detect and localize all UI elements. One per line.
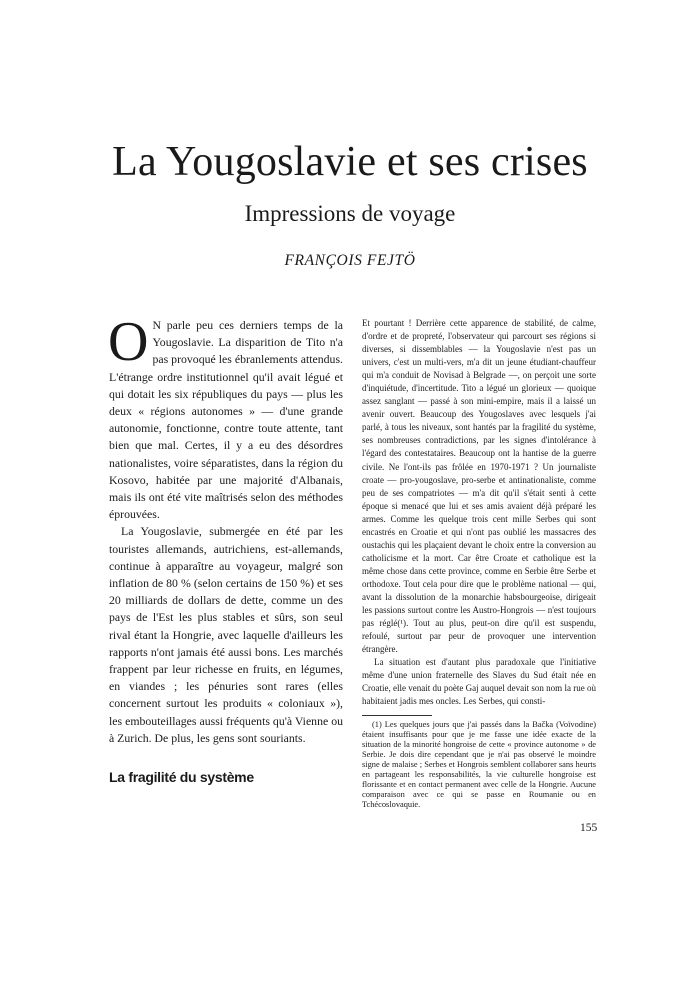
footnote — [362, 720, 596, 810]
article-subtitle: Impressions de voyage — [244, 201, 456, 226]
small-caps-initial: N — [152, 318, 161, 332]
footnote-text: (1) Les quelques jours que j'ai passés dans la Bačka (Voïvodine) étaient insuffisants pour que je me fasse une idée exacte de la situation de la minorité hongroise de cette « province autonome » de Serbie. Je dois dire cependant que je n'ai pas observé le moindre signe de malaise ; Serbes et Hongrois semblent collaborer sans heurts en partageant les responsabilités, la vie culturelle hongroise est florissante et en contact permanent avec celle de la Hongrie. Aucune comparaison avec ce qui se passe en Roumanie ou en Tchécoslovaquie. — [362, 720, 596, 809]
paragraph-1-text: parle peu ces derniers temps de la Yougoslavie. La disparition de Tito n'a pas provoqué les ébranlements attendus. L'étrange ordre institutionnel qu'il avait légué et qui dotait les six républiques du pays — plus les deux « régions autonomes » — d'une grande autonomie, fonctionne, contre toute attente, tant bien que mal. Certes, il y a eu des désordres nationalistes, voire séparatistes, dans la région du Kosovo, habitée par une majorité d'Albanais, mais ils ont été vite maîtrisés selon des méthodes éprouvées. — [109, 318, 343, 522]
paragraph-3-continued-text: Et pourtant ! Derrière cette apparence de stabilité, de calme, d'ordre et de propreté, l'observateur qui parcourt ses régions si diverses, si dissemblables — la Yougoslavie n'est pas un univers, c'est un multi-vers, m'a dit un jeune étudiant-chauffeur qui m'a conduit de Novisad à Belgrade —, on perçoit une sorte d'inquiétude, d'incertitude. Tito a légué un glorieux — quoique assez sanglant — passé à son mini-empire, mais il a laissé un avenir ouvert. Beaucoup des Yougoslaves avec lesquels j'ai parlé, à tous les niveaux, sont hantés par la fragilité du système, ses nombreuses contradictions, par les signes d'intolérance à l'égard des contestataires. Beaucoup ont la hantise de la guerre civile. Ne l'ont-ils pas frôlée en 1970-1971 ? Un journaliste croate — pro-yougoslave, pro-serbe et antinationaliste, comme peu de ses compatriotes — m'a dit qu'il s'était senti à cette époque si menacé que lui et ses amis avaient déjà préparé les armes. Comme les quelque trois cent mille Serbes qui sont encastrés en Croatie et qui n'ont pas oublié les massacres des oustachis qui les plaçaient devant le choix entre la conversion au catholicisme et la mort. Car être Croate et catholique est la même chose dans cette province, comme en Serbie être Serbe et orthodoxe. Tout cela pour dire que le problème national — qui, avant la dissolution de la monarchie habsbourgeoise, dirigeait les passions surtout contre les Austro-Hongrois — n'est toujours pas réglé — [362, 318, 596, 629]
paragraph-2: La Yougoslavie, submergée en été par les touristes allemands, autrichiens, est-allemands, continue à apparaître au voyageur, malgré son inflation de 80 % (selon certains de 150 %) et ses 20 milliards de dollars de dette, comme un des pays de l'Est les plus stables et sûrs, son seul rival étant la Hongrie, avec laquelle d'ailleurs les rapports n'ont jamais été aussi bons. Les marchés frappent par leur richesse en fruits, en légumes, en viandes ; les pénuries sont rares (elles concernent surtout les produits « coloniaux »), les embouteillages aussi fréquents qu'à Vienne ou à Zurich. De plus, les gens sont souriants. — [109, 524, 343, 745]
paragraph-3-continued — [362, 317, 596, 656]
paragraph-3-tail: . Tout au plus, peut-on dire qu'il est suspendu, refoulé, surtout par peur de provoquer une intervention étrangère. — [362, 618, 597, 655]
paragraph-4: La situation est d'autant plus paradoxale que l'initiative même d'une union fraternelle des Slaves du Sud était née en Croatie, elle venait du poète Gaj auquel devait son nom la rue où habitaient jadis mes oncles. Les Serbes, qui consti- — [362, 657, 596, 707]
page-number: 155 — [580, 822, 598, 834]
section-heading: La fragilité du système — [109, 769, 254, 786]
footnote-divider — [362, 715, 432, 716]
author-name: FRANÇOIS FEJTÖ — [284, 252, 416, 269]
drop-cap: O — [108, 311, 149, 373]
article-title: La Yougoslavie et ses crises — [112, 139, 588, 185]
paragraph-1 — [108, 311, 343, 523]
column-right — [362, 317, 596, 708]
footnote-reference: (¹) — [397, 618, 407, 629]
column-left — [108, 311, 343, 800]
